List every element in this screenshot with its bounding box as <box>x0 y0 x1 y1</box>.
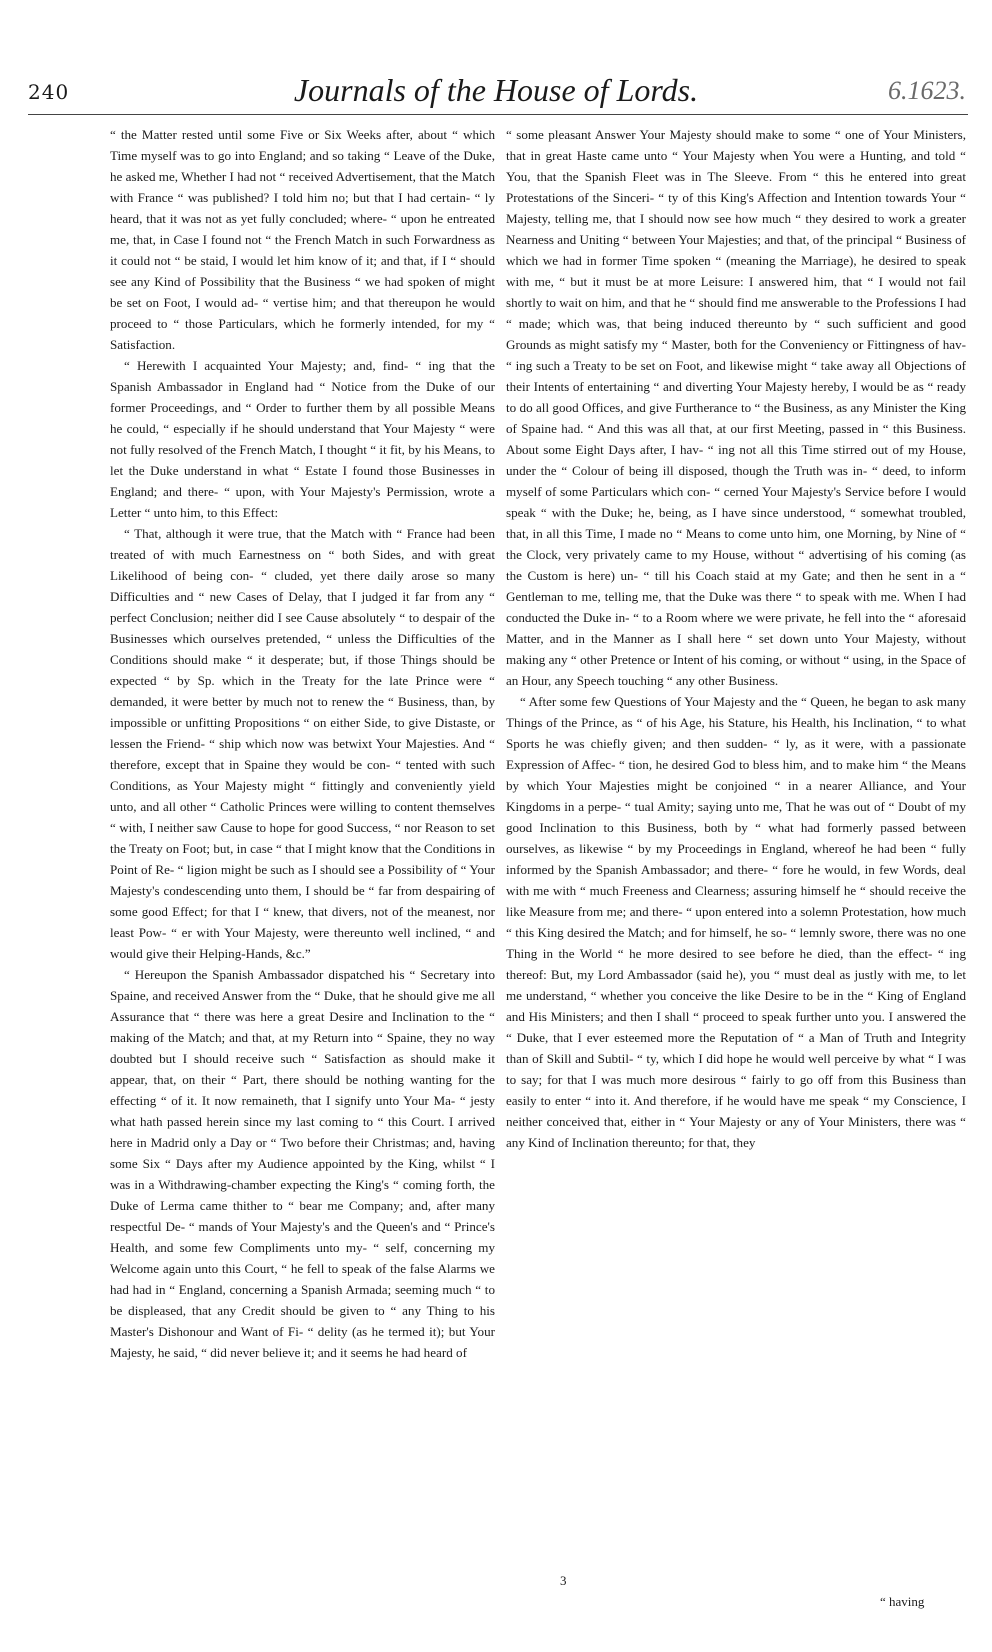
running-title: Journals of the House of Lords. <box>293 72 699 108</box>
right-paragraph-2: “ After some few Questions of Your Majesty and the “ Queen, he began to ask many Things of the Prince, as “ of his Age, his Stature, his Health, his Inclination, “ to what Sports he was chiefly given; and then sudden- “ ly, as it were, with a passionate Expression of Affec- “ tion, he desired God to bless him, and to make him “ the Means by which Your Majesties might be conjoined “ in a nearer Alliance, and Your Kingdoms in a perpe- “ tual Amity; saying unto me, That he was out of “ Doubt of my good Inclination to this Business, both by “ what had formerly passed between ourselves, as likewise “ by my Proceedings in England, whereof he had been “ fully informed by the Spanish Ambassador; and there- “ fore he would, in few Words, deal with me with “ much Freeness and Clearness; assuring himself he “ should receive the like Measure from me; and there- “ upon entered into a solemn Protestation, how much “ this King desired the Match; and for himself, he so- “ lemnly swore, there was no one Thing in the World “ he more desired to see before he died, than the effect- “ ing thereof: But, my Lord Ambassador (said he), you “ must deal as justly with me, to let me understand, “ whether you conceive the like Desire to be in the “ King of England and His Ministers; and then I shall “ proceed to speak further unto you. I answered the “ Duke, that I ever esteemed more the Reputation of “ a Man of Truth and Integrity than of Skill and Subtil- “ ty, which I did hope he would well perceive by what “ I was to say; for that I was much more desirous “ fairly to go off from this Business than easily to enter “ into it. And therefore, if he would have me speak “ my Conscience, I neither conceived that, either in “ Your Majesty or any of Your Ministers, there was “ any Kind of Inclination thereunto; for that, they <box>506 694 966 1150</box>
right-paragraph-1: “ some pleasant Answer Your Majesty should make to some “ one of Your Ministers, that in great Haste came unto “ Your Majesty when You were a Hunting, and told “ You, that the Spanish Fleet was in The Sleeve. From “ this he entered into great Protestations of the Sinceri- “ ty of this King's Affection and Intention towards Your “ Majesty, telling me, that I should now see how much “ they desired to work a greater Nearness and Uniting “ between Your Majesties; and that, of the principal “ Business of which we had in former Time spoken “ (meaning the Marriage), he desired to speak with me, “ but it must be at more Leisure: I answered him, that “ I would not fail shortly to wait on him, and that he “ should find me answerable to the Professions I had “ made; which was, that being induced thereunto by “ such sufficient and good Grounds as might satisfy my “ Master, both for the Conveniency or Fittingness of hav- “ ing such a Treaty to be set on Foot, and likewise might “ take away all Objections of their Intents of entertaining “ and diverting Your Majesty hereby, I would be as “ ready to do all good Offices, and give Furtherance to “ the Business, as any Minister the King of Spaine had. “ And this was all that, at our first Meeting, passed in “ this Business. About some Eight Days after, I hav- “ ing not all this Time stirred out of my House, under the “ Colour of being ill disposed, though the Truth was in- “ deed, to inform myself of some Particulars which con- “ cerned Your Majesty's Service before I would speak “ with the Duke; he, being, as I have since understood, “ somewhat troubled, that, in all this Time, I made no “ Means to come unto him, one Morning, by Nine of “ the Clock, very privately came to my House, without “ advertising of his coming (as the Custom is here) un- “ till his Coach staid at my Gate; and then he sent in a “ Gentleman to me, telling me, that the Duke was there “ to speak with me. When I had conducted the Duke in- “ to a Room where we were private, he fell into the “ aforesaid Matter, and in the Manner as I shall here “ set down unto Your Majesty, without making any “ other Pretence or Intent of his coming, or without “ using, in the Space of an Hour, any Speech touching “ any other Business. <box>506 127 966 688</box>
left-column <box>110 124 495 1363</box>
page-number: 240 <box>28 80 70 104</box>
signature-mark: 3 <box>560 1573 567 1588</box>
handwritten-date-mark: 6.1623. <box>888 76 966 105</box>
left-paragraph-4: “ Hereupon the Spanish Ambassador dispatched his “ Secretary into Spaine, and received Answer from the “ Duke, that he should give me all Assurance that “ there was here a great Desire and Inclination to the “ making of the Match; and that, at my Return into “ Spaine, they no way doubted but I should receive such “ Satisfaction as should make it appear, that, on their “ Part, there should be nothing wanting for the effecting “ of it. It now remaineth, that I signify unto Your Ma- “ jesty what hath passed herein since my last coming to “ this Court. I arrived here in Madrid only a Day or “ Two before their Christmas; and, having some Six “ Days after my Audience appointed by the King, whilst “ I was in a Withdrawing-chamber expecting the King's “ coming forth, the Duke of Lerma came thither to “ bear me Company; and, after many respectful De- “ mands of Your Majesty's and the Queen's and “ Prince's Health, and some few Compliments unto my- “ self, concerning my Welcome again unto this Court, “ he fell to speak of the false Alarms we had had in “ England, concerning a Spanish Armada; seeming much “ to be displeased, that any Credit should be given to “ any Thing to his Master's Dishonour and Want of Fi- “ delity (as he termed it); but Your Majesty, he said, “ did never believe it; and it seems he had heard of <box>110 967 495 1360</box>
left-paragraph-2: “ Herewith I acquainted Your Majesty; and, find- “ ing that the Spanish Ambassador in England had “ Notice from the Duke of our former Proceedings, and “ Order to further them by all possible Means he could, “ especially if he should understand that Your Majesty “ were not fully resolved of the French Match, I thought “ it fit, by his Means, to let the Duke understand in what “ Estate I found those Businesses in England; and there- “ upon, with Your Majesty's Permission, wrote a Letter “ unto him, to this Effect: <box>110 358 495 520</box>
catchword: “ having <box>880 1594 925 1609</box>
page-header <box>0 72 992 112</box>
left-paragraph-3: “ That, although it were true, that the Match with “ France had been treated of with much Earnestness on “ both Sides, and with great Likelihood of being con- “ cluded, yet there daily arose so many Difficulties and “ new Cases of Delay, that I judged it far from any “ perfect Conclusion; neither did I see Cause absolutely “ to despair of the Businesses which ourselves pretended, “ unless the Difficulties of the Conditions should make “ it desperate; but, if those Things should be expected “ by Sp. which in the Treaty for the late Prince were “ demanded, it were better by much not to renew the “ Business, than, by impossible or unfitting Propositions “ on either Side, to give Distaste, or lessen the Friend- “ ship which now was betwixt Your Majesties. And “ therefore, except that in Spaine they would be con- “ tented with such Conditions, as Your Majesty might “ fittingly and conveniently yield unto, and all other “ Catholic Princes were willing to content themselves “ with, I neither saw Cause to hope for good Success, “ nor Reason to set the Treaty on Foot; but, in case “ that I might know that the Conditions in Point of Re- “ ligion might be such as I should see a Possibility of “ Your Majesty's condescending unto them, I should be “ far from despairing of some good Effect; for that I “ knew, that divers, not of the meanest, nor least Pow- “ er with Your Majesty, were thereunto well inclined, “ and would give their Helping-Hands, &c.” <box>110 526 495 961</box>
left-paragraph-1: “ the Matter rested until some Five or Six Weeks after, about “ which Time myself was to go into England; and so taking “ Leave of the Duke, he asked me, Whether I had not “ received Advertisement, that the Match with France “ was published? I told him no; but that I had certain- “ ly heard, that it was not as yet fully concluded; where- “ upon he entreated me, that, in Case I found not “ the French Match in such Forwardness as it could not “ be staid, I would let him know of it; and that, if I “ should see any Kind of Possibility that the Business “ we had spoken of might be set on Foot, I would ad- “ vertise him; and that thereupon he would proceed to “ those Particulars, which he formerly intended, for my “ Satisfaction. <box>110 127 495 352</box>
right-column <box>506 124 966 1153</box>
header-rule <box>28 114 968 115</box>
